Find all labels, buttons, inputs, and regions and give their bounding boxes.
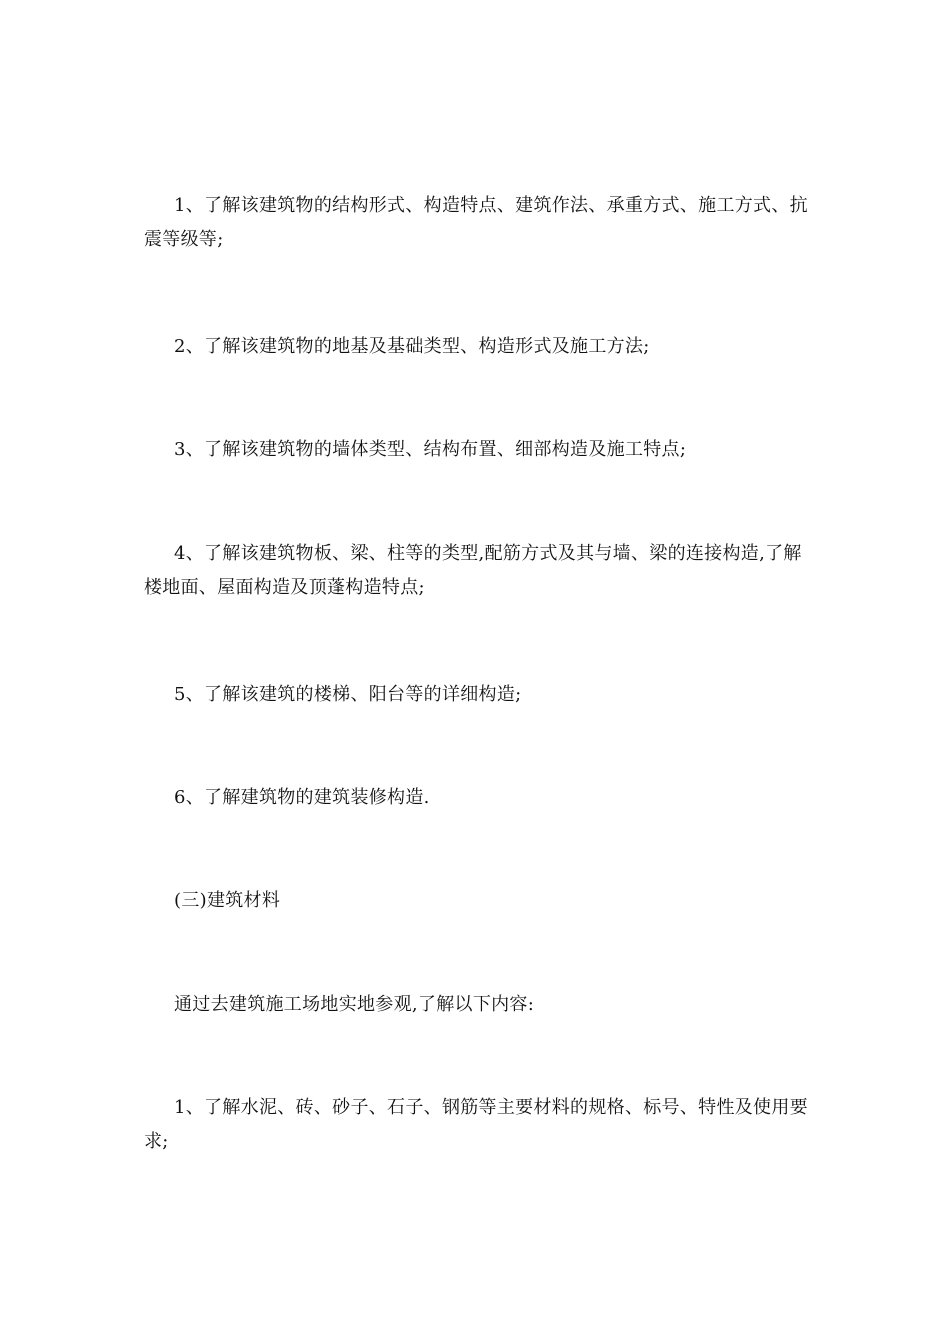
paragraph-structure: 1、了解该建筑物的结构形式、构造特点、建筑作法、承重方式、施工方式、抗震等级等; [144, 195, 808, 250]
paragraph-decoration: 6、了解建筑物的建筑装修构造. [174, 787, 430, 808]
paragraph-foundation: 2、了解该建筑物的地基及基础类型、构造形式及施工方法; [174, 336, 650, 357]
paragraph-wall: 3、了解该建筑物的墙体类型、结构布置、细部构造及施工特点; [174, 439, 687, 460]
paragraph-stairs-balcony: 5、了解该建筑的楼梯、阳台等的详细构造; [174, 684, 522, 705]
paragraph-slab-beam-column: 4、了解该建筑物板、梁、柱等的类型,配筋方式及其与墙、梁的连接构造,了解楼地面、屋面构造及顶蓬构造特点; [144, 543, 802, 598]
section-heading-materials: (三)建筑材料 [174, 890, 281, 911]
paragraph-materials-spec: 1、了解水泥、砖、砂子、石子、钢筋等主要材料的规格、标号、特性及使用要求; [144, 1097, 808, 1152]
paragraph-site-visit: 通过去建筑施工场地实地参观,了解以下内容: [174, 994, 535, 1015]
